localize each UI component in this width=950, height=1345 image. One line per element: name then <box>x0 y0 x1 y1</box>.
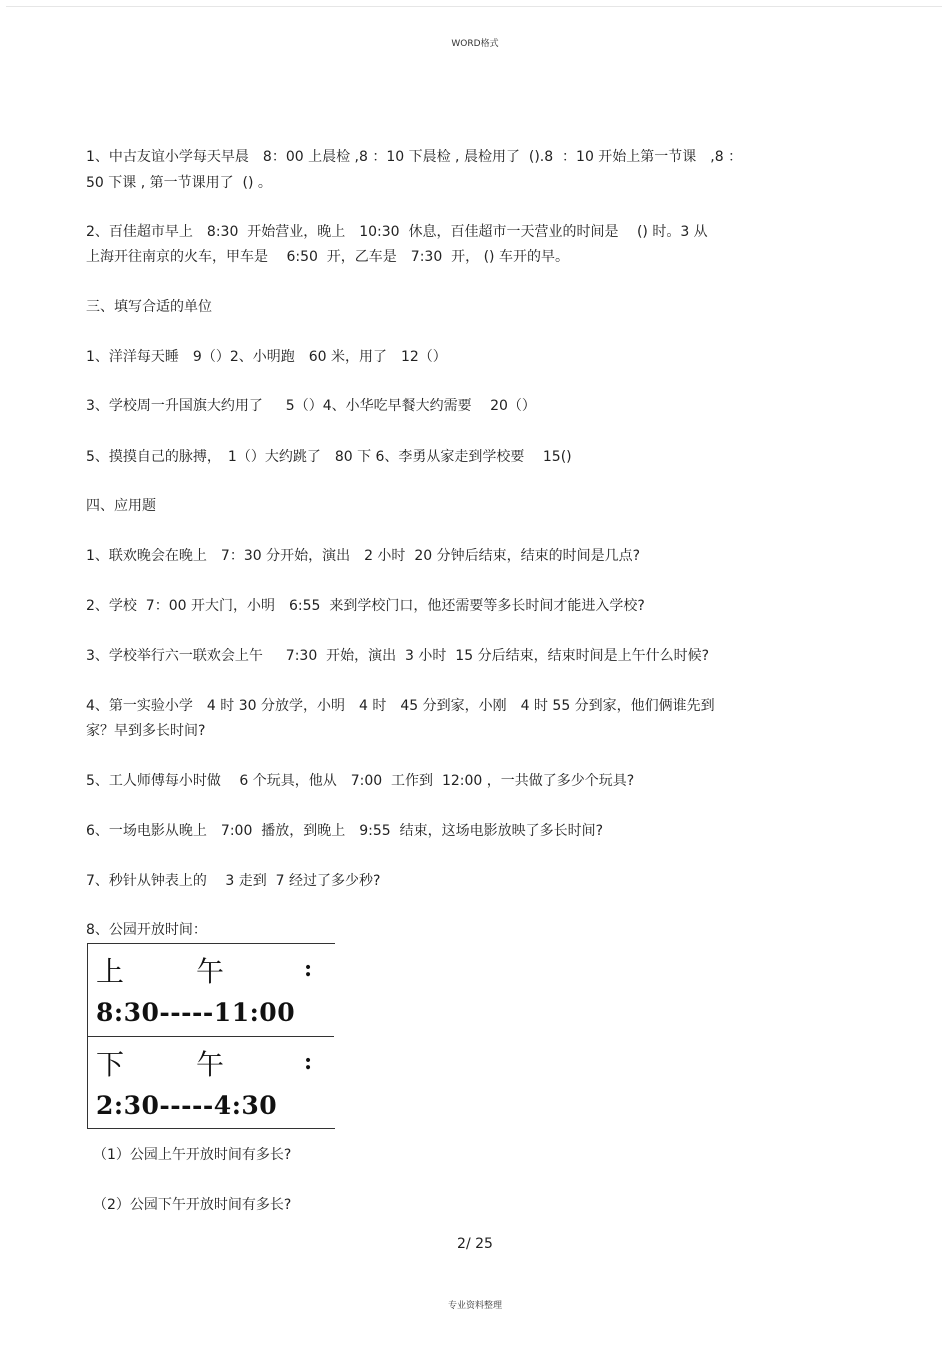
question-line: 5、摸摸自己的脉搏， 1（）大约跳了 80 下 6、李勇从家走到学校要 15() <box>86 449 572 465</box>
afternoon-colon: : <box>304 1049 313 1075</box>
park-hours-table <box>87 943 335 1129</box>
question-line: 上海开往南京的火车，甲车是 6:50 开，乙车是 7:30 开， () 车开的早。 <box>86 249 569 265</box>
morning-label <box>96 950 326 986</box>
question-line: 1、联欢晚会在晚上 7：30 分开始，演出 2 小时 20 分钟后结束，结束的时间是几点? <box>86 548 641 564</box>
question-line: 2、百佳超市早上 8:30 开始营业，晚上 10:30 休息，百佳超市一天营业的时间是 () 时。3 从 <box>86 224 708 240</box>
question-line: 8、公园开放时间： <box>86 922 207 938</box>
afternoon-label-char-1: 下 <box>96 1048 125 1081</box>
morning-row <box>88 944 334 1036</box>
question-line: 3、学校举行六一联欢会上午 7:30 开始，演出 3 小时 15 分后结束，结束时间是上午什么时候? <box>86 648 709 664</box>
afternoon-row <box>88 1036 334 1129</box>
morning-label-char-2: 午 <box>196 955 225 988</box>
section-heading: 四、应用题 <box>86 498 156 514</box>
question-line: 7、秒针从钟表上的 3 走到 7 经过了多少秒? <box>86 873 381 889</box>
question-line: 3、学校周一升国旗大约用了 5（）4、小华吃早餐大约需要 20（） <box>86 398 536 414</box>
page-header: WORD格式 <box>451 39 499 49</box>
morning-hours: 8:30-----11:00 <box>96 998 296 1027</box>
question-line: 家？早到多长时间? <box>86 723 206 739</box>
question-line: 2、学校 7：00 开大门，小明 6:55 来到学校门口，他还需要等多长时间才能进入学校? <box>86 598 645 614</box>
question-line: 1、中古友谊小学每天早晨 8：00 上晨检 ,8 ：10 下晨检 , 晨检用了 ().8 ：10 开始上第一节课 ,8 ： <box>86 149 743 165</box>
question-line: 1、洋洋每天睡 9（）2、小明跑 60 米，用了 12（） <box>86 349 447 365</box>
morning-colon: : <box>304 956 313 982</box>
morning-label-char-1: 上 <box>96 955 125 988</box>
afternoon-label <box>96 1043 326 1079</box>
section-heading: 三、填写合适的单位 <box>86 299 212 315</box>
afternoon-hours: 2:30-----4:30 <box>96 1091 278 1120</box>
question-line: 6、一场电影从晚上 7:00 播放，到晚上 9:55 结束，这场电影放映了多长时间? <box>86 823 604 839</box>
page-number: 2/ 25 <box>457 1236 493 1252</box>
question-line: 5、工人师傅每小时做 6 个玩具，他从 7:00 工作到 12:00 ，一共做了多少个玩具? <box>86 773 635 789</box>
page-footer: 专业资料整理 <box>447 1301 502 1311</box>
page-border <box>6 6 942 1338</box>
afternoon-label-char-2: 午 <box>196 1048 225 1081</box>
sub-question: （2）公园下午开放时间有多长? <box>93 1197 292 1213</box>
question-line: 4、第一实验小学 4 时 30 分放学，小明 4 时 45 分到家，小刚 4 时 55 分到家，他们俩谁先到 <box>86 698 715 714</box>
question-line: 50 下课 , 第一节课用了 () 。 <box>86 175 272 191</box>
sub-question: （1）公园上午开放时间有多长? <box>93 1147 292 1163</box>
